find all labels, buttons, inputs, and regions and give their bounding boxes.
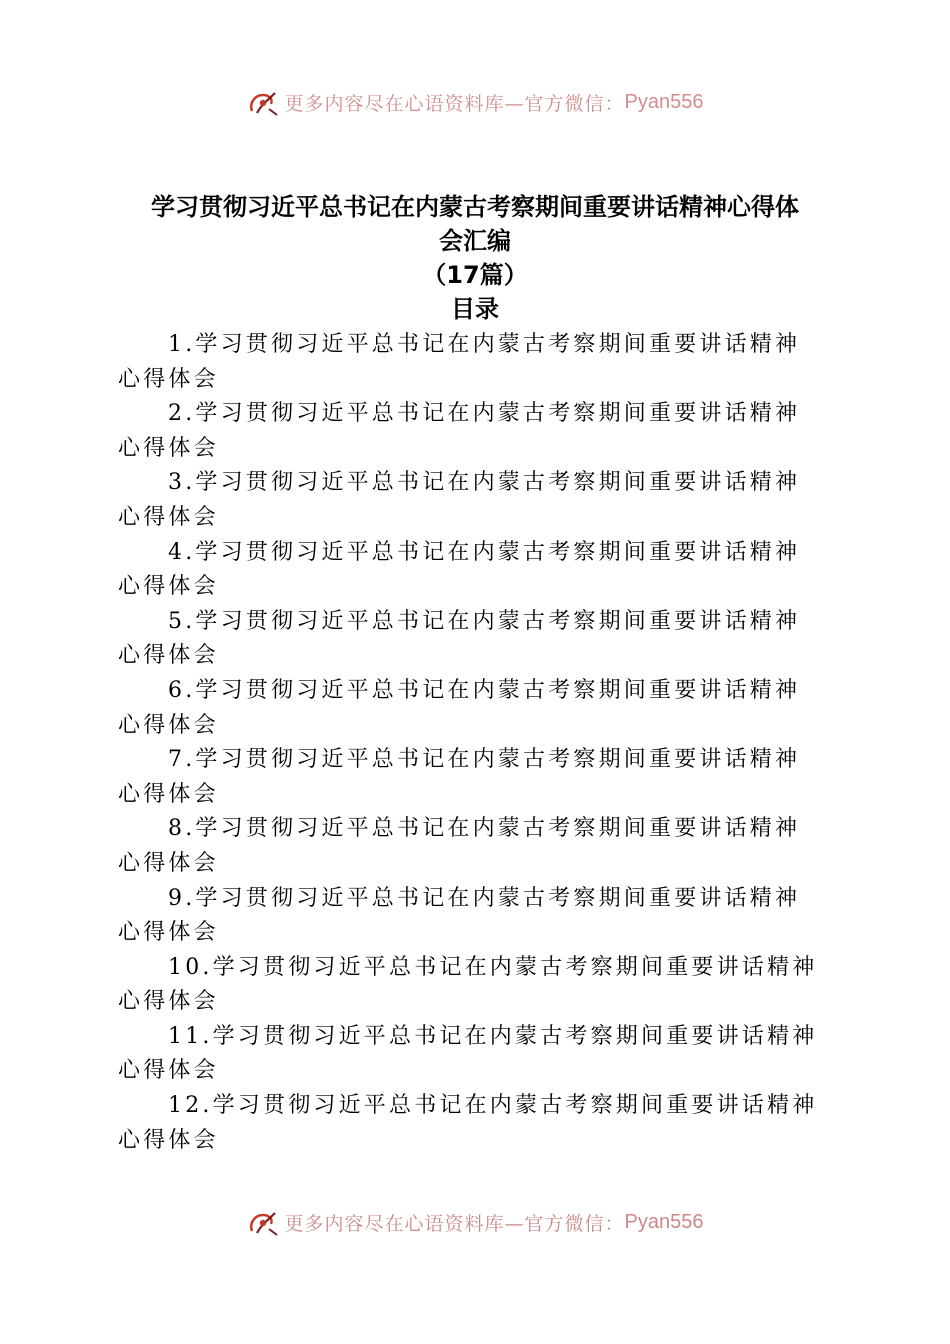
- toc-item: [118, 812, 838, 881]
- toc-item-line1: 1.学习贯彻习近平总书记在内蒙古考察期间重要讲话精神: [168, 332, 801, 357]
- footer-banner: [0, 1202, 950, 1242]
- toc-item-line2: 心得体会: [118, 1127, 219, 1153]
- toc-item-line2: 心得体会: [118, 850, 219, 876]
- toc-item: [118, 536, 838, 605]
- pen-flower-logo-icon: [247, 87, 281, 117]
- toc-item-line1: 4.学习贯彻习近平总书记在内蒙古考察期间重要讲话精神: [168, 539, 801, 565]
- toc-item: [118, 466, 838, 535]
- table-of-contents: [118, 328, 838, 1158]
- toc-item: [118, 951, 838, 1020]
- toc-item-line1: 3.学习贯彻习近平总书记在内蒙古考察期间重要讲话精神: [168, 470, 801, 496]
- toc-item-line1: 6.学习贯彻习近平总书记在内蒙古考察期间重要讲话精神: [168, 677, 801, 703]
- toc-item-line2: 心得体会: [118, 781, 219, 807]
- document-count: （17篇）: [422, 261, 528, 289]
- header-banner: [0, 82, 950, 122]
- document-title-line1: 学习贯彻习近平总书记在内蒙古考察期间重要讲话精神心得体: [151, 193, 799, 221]
- toc-item: [118, 743, 838, 812]
- toc-item-line1: 7.学习贯彻习近平总书记在内蒙古考察期间重要讲话精神: [168, 747, 801, 773]
- toc-item: [118, 605, 838, 674]
- pen-flower-logo-icon: [247, 1207, 281, 1237]
- toc-item-line1: 10.学习贯彻习近平总书记在内蒙古考察期间重要讲话精神: [168, 954, 818, 980]
- toc-item-line2: 心得体会: [118, 366, 219, 392]
- header-banner-text: 更多内容尽在心语资料库—官方微信：: [284, 92, 625, 115]
- toc-heading: 目录: [451, 295, 499, 323]
- toc-item: [118, 328, 838, 397]
- toc-item-line2: 心得体会: [118, 504, 219, 530]
- toc-item-line2: 心得体会: [118, 435, 219, 461]
- toc-item-line2: 心得体会: [118, 643, 219, 669]
- toc-item: [118, 674, 838, 743]
- toc-item: [118, 1020, 838, 1089]
- toc-item: [118, 882, 838, 951]
- toc-item-line1: 12.学习贯彻习近平总书记在内蒙古考察期间重要讲话精神: [168, 1093, 818, 1119]
- toc-item-line2: 心得体会: [118, 1058, 219, 1084]
- toc-item-line1: 8.学习贯彻习近平总书记在内蒙古考察期间重要讲话精神: [168, 816, 801, 842]
- toc-item-line1: 5.学习贯彻习近平总书记在内蒙古考察期间重要讲话精神: [168, 608, 801, 634]
- toc-item-line2: 心得体会: [118, 712, 219, 738]
- footer-wechat-id: Pyan556: [624, 1210, 704, 1233]
- header-wechat-id: Pyan556: [624, 90, 704, 113]
- toc-item-line2: 心得体会: [118, 574, 219, 600]
- document-title-line2: 会汇编: [439, 227, 511, 255]
- toc-item-line2: 心得体会: [118, 989, 219, 1015]
- toc-item-line2: 心得体会: [118, 920, 219, 946]
- toc-item-line1: 9.学习贯彻习近平总书记在内蒙古考察期间重要讲话精神: [168, 885, 801, 911]
- toc-item-line1: 11.学习贯彻习近平总书记在内蒙古考察期间重要讲话精神: [168, 1023, 818, 1049]
- toc-item: [118, 1089, 838, 1158]
- toc-item: [118, 397, 838, 466]
- footer-banner-text: 更多内容尽在心语资料库—官方微信：: [284, 1212, 625, 1235]
- toc-item-line1: 2.学习贯彻习近平总书记在内蒙古考察期间重要讲话精神: [168, 401, 801, 427]
